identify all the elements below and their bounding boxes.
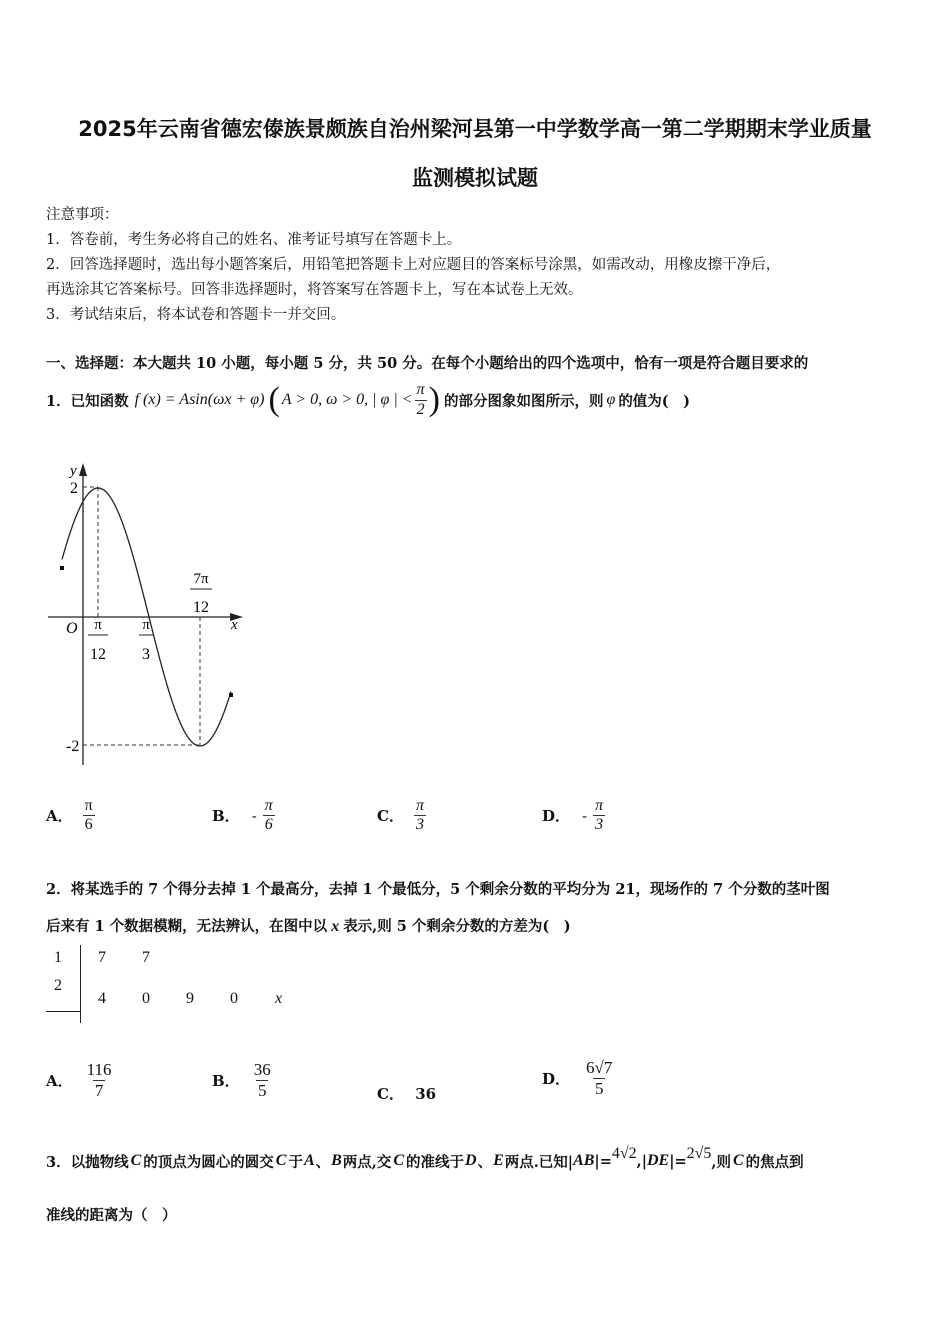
q3-value-de: 2√5 xyxy=(686,1145,712,1162)
tick2-num: π xyxy=(142,617,150,633)
q3-var: D xyxy=(465,1152,477,1169)
q3-text: 、 xyxy=(315,1153,331,1171)
fraction-numerator: π xyxy=(84,797,93,814)
fraction-numerator: π xyxy=(264,797,273,814)
option-letter: C． xyxy=(377,1085,404,1103)
fraction-denominator: 5 xyxy=(594,1078,604,1098)
leaf-unknown: x xyxy=(275,990,283,1007)
q1-option-c[interactable] xyxy=(377,797,426,835)
option-fraction xyxy=(85,1060,114,1100)
fraction-denominator: 6 xyxy=(84,816,93,834)
fraction-denominator: 3 xyxy=(595,816,604,834)
option-letter: D． xyxy=(542,807,571,826)
q3-text: 两点,交 xyxy=(342,1153,392,1171)
q3-var: AB xyxy=(573,1152,595,1169)
right-paren: ) xyxy=(428,381,440,418)
q3-line2: 准线的距离为（ ） xyxy=(46,1207,177,1224)
q1-option-d[interactable] xyxy=(542,797,605,835)
fraction-denominator: 5 xyxy=(257,1080,267,1100)
q3-text: 于 xyxy=(288,1153,303,1171)
option-letter: C． xyxy=(377,807,404,826)
option-value: 36 xyxy=(415,1085,437,1103)
option-letter: B． xyxy=(212,1071,240,1090)
notice-item-2a: 2．回答选择题时，选出每小题答案后，用铅笔把答题卡上对应题目的答案标号涂黑，如需改动，用橡皮擦干净后， xyxy=(46,257,781,273)
q3-var: C xyxy=(275,1152,287,1169)
fraction-numerator: 36 xyxy=(253,1060,271,1079)
notice-item-3: 3．考试结束后，将本试卷和答题卡一并交回。 xyxy=(46,307,346,323)
question-1 xyxy=(46,378,690,422)
q2-option-a[interactable] xyxy=(46,1060,114,1100)
q3-text: 的准线于 xyxy=(406,1153,465,1171)
notice-heading: 注意事项： xyxy=(46,207,119,223)
option-letter: A． xyxy=(46,1071,73,1090)
tick3-num: 7π xyxy=(193,571,209,587)
option-sign: - xyxy=(582,806,588,825)
q3-text: 的焦点到 xyxy=(745,1153,804,1171)
stem-divider xyxy=(80,945,81,1023)
q2-option-d[interactable] xyxy=(542,1058,614,1098)
notice-item-1: 1．答卷前，考生务必将自己的姓名、准考证号填写在答题卡上。 xyxy=(46,232,462,248)
q1-bound-fraction xyxy=(415,381,427,419)
q3-text: 的顶点为圆心的圆交 xyxy=(143,1153,274,1171)
y-max-label: 2 xyxy=(70,480,78,497)
stem-1: 1 xyxy=(54,949,62,966)
section-heading: 一、选择题：本大题共 10 小题，每小题 5 分，共 50 分。在每个小题给出的四个选项中，恰有一项是符合题目要求的 xyxy=(46,355,809,372)
stem-underline xyxy=(46,1011,80,1012)
option-letter: A． xyxy=(46,807,73,826)
curve-end-point xyxy=(229,693,233,697)
q3-text: |= xyxy=(594,1152,612,1170)
leaf: 7 xyxy=(142,949,150,966)
option-fraction xyxy=(263,797,275,835)
q3-text: 3．以抛物线 xyxy=(46,1153,129,1171)
q3-value-ab: 4√2 xyxy=(611,1145,637,1162)
leaf: 0 xyxy=(142,990,150,1007)
leaf: 9 xyxy=(186,990,194,1007)
page-title-line2: 监测模拟试题 xyxy=(412,166,538,190)
fraction-numerator: 6√7 xyxy=(586,1058,613,1077)
fraction-numerator: π xyxy=(595,797,604,814)
q3-text: |= xyxy=(669,1152,687,1170)
q3-text: ,则 xyxy=(711,1153,731,1171)
q2-line2b: 表示,则 5 个剩余分数的方差为( ) xyxy=(343,918,571,935)
q1-tail2: 的值为( ) xyxy=(618,392,691,410)
q1-tail: 的部分图象如图所示，则 xyxy=(443,392,604,410)
option-fraction xyxy=(414,797,426,835)
leaf: 0 xyxy=(230,990,238,1007)
q3-var: C xyxy=(130,1152,142,1169)
stem-leaf-plot xyxy=(46,945,296,1025)
leaf: 4 xyxy=(98,990,106,1007)
option-letter: B． xyxy=(212,807,240,826)
q3-var: C xyxy=(393,1152,405,1169)
q2-x: x xyxy=(331,918,340,935)
page-title-line1: 2025年云南省德宏傣族景颇族自治州梁河县第一中学数学高一第二学期期末学业质量 xyxy=(78,117,872,141)
q3-var: A xyxy=(303,1152,315,1169)
fraction-numerator: 116 xyxy=(86,1060,112,1079)
x-label: x xyxy=(231,617,238,633)
tick3-den: 12 xyxy=(193,599,209,616)
q3-text: ,| xyxy=(636,1152,647,1170)
fraction-denominator: 7 xyxy=(94,1080,104,1100)
q1-option-b[interactable] xyxy=(212,797,275,835)
question-3 xyxy=(46,1146,804,1176)
stem-2: 2 xyxy=(54,977,62,994)
option-sign: - xyxy=(251,806,257,825)
q1-condition: A > 0, ω > 0, | φ | < xyxy=(281,391,413,408)
sine-graph xyxy=(40,455,270,775)
curve-start-point xyxy=(60,566,64,570)
tick1-den: 12 xyxy=(90,646,106,663)
y-label: y xyxy=(70,463,77,479)
tick1-num: π xyxy=(94,617,102,633)
q2-option-b[interactable] xyxy=(212,1060,273,1100)
q3-var: E xyxy=(493,1152,504,1169)
fraction-denominator: 2 xyxy=(416,400,425,418)
q3-text: 两点.已知| xyxy=(504,1153,574,1171)
fraction-denominator: 3 xyxy=(415,816,424,834)
q3-var: DE xyxy=(646,1152,670,1169)
q3-text: 、 xyxy=(477,1153,493,1171)
y-axis-arrow xyxy=(79,463,87,476)
fraction-denominator: 6 xyxy=(264,816,273,834)
origin-label: O xyxy=(66,620,78,637)
q1-phi: φ xyxy=(606,391,616,408)
q1-function: f (x) = Asin(ωx + φ) xyxy=(134,391,265,408)
fraction-numerator: π xyxy=(416,381,425,399)
q2-option-c[interactable] xyxy=(377,1083,436,1104)
option-fraction xyxy=(593,797,605,835)
q2-line2 xyxy=(46,915,571,936)
q2-line1: 2．将某选手的 7 个得分去掉 1 个最高分，去掉 1 个最低分，5 个剩余分数的平均分为 21，现场作的 7 个分数的茎叶图 xyxy=(46,881,830,898)
q3-var: B xyxy=(331,1152,342,1169)
q1-number: 1．已知函数 xyxy=(46,392,129,410)
q3-var: C xyxy=(732,1152,744,1169)
option-fraction xyxy=(252,1060,273,1100)
fraction-numerator: π xyxy=(415,797,424,814)
q1-option-a[interactable] xyxy=(46,797,95,835)
left-paren: ( xyxy=(268,381,280,418)
leaf: 7 xyxy=(98,949,106,966)
option-letter: D． xyxy=(542,1069,571,1088)
option-fraction xyxy=(83,797,95,835)
y-min-label: -2 xyxy=(66,738,80,755)
q2-line2a: 后来有 1 个数据模糊，无法辨认，在图中以 xyxy=(46,918,328,935)
tick2-den: 3 xyxy=(142,646,150,663)
option-fraction xyxy=(584,1058,614,1098)
notice-item-2b: 再选涂其它答案标号。回答非选择题时，将答案写在答题卡上，写在本试卷上无效。 xyxy=(46,282,583,298)
